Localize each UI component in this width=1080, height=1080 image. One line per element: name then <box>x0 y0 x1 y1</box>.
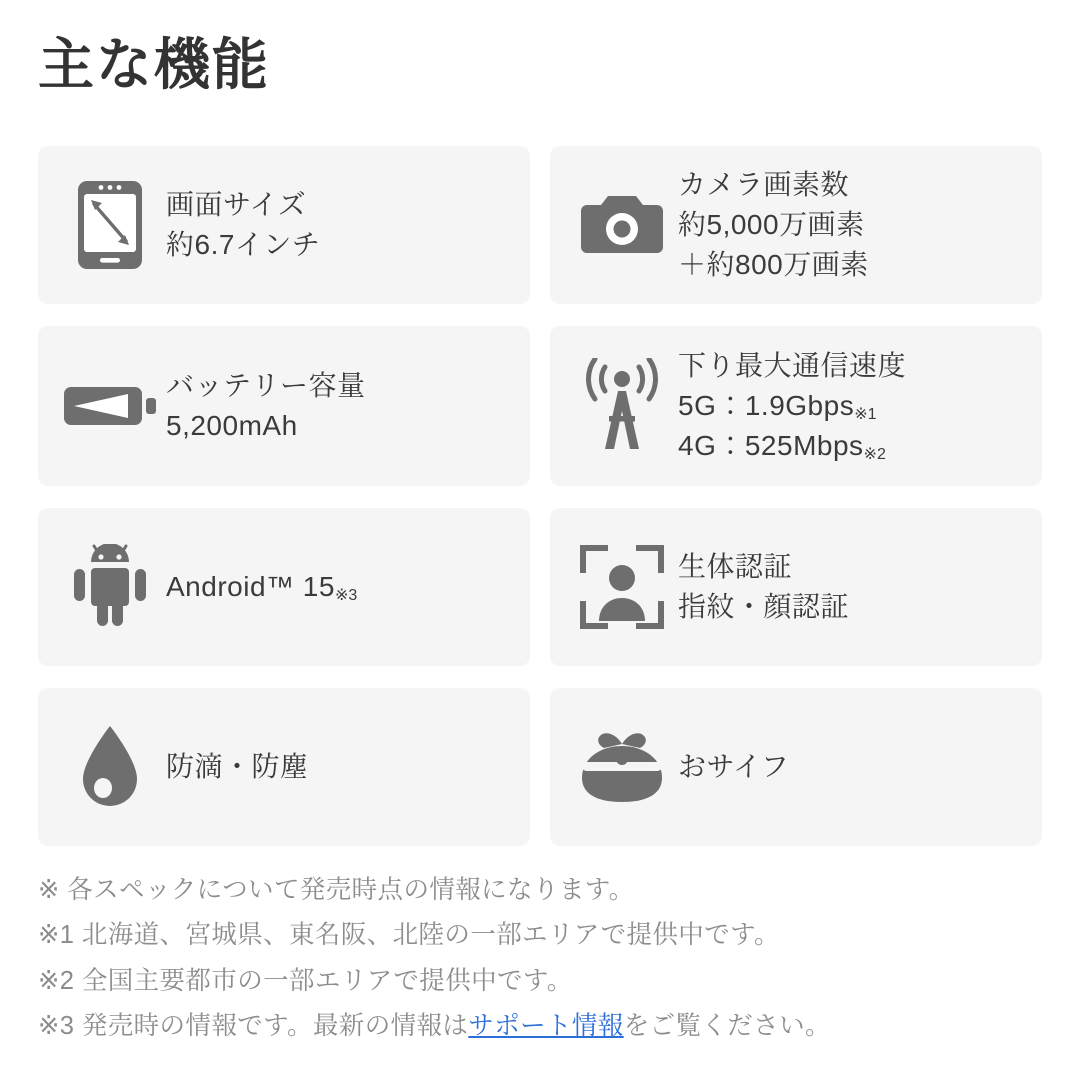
support-info-link[interactable]: サポート情報 <box>468 1012 624 1041</box>
spec-card-waterproof <box>38 688 530 846</box>
spec-line: 指紋・顔認証 <box>678 591 850 622</box>
camera-icon <box>566 191 678 259</box>
footnote-3-suffix: をご覧ください。 <box>623 1012 831 1041</box>
face-recognition-icon <box>566 545 678 629</box>
spec-line: ＋約800万画素 <box>678 248 869 280</box>
spec-line: 約6.7インチ <box>166 229 321 260</box>
spec-card-screen-size <box>38 146 530 304</box>
spec-line: 生体認証 <box>678 551 793 583</box>
footnote-0: ※ 各スペックについて発売時点の情報になります。 <box>38 876 635 904</box>
spec-line-main: 4G：525Mbps <box>678 429 864 461</box>
footnote-1: ※1 北海道、宮城県、東名阪、北陸の一部エリアで提供中です。 <box>38 921 780 950</box>
spec-line: バッテリー容量 <box>166 370 366 402</box>
spec-line: 5,200mAh <box>166 410 298 441</box>
spec-line: 下り最大通信速度 <box>678 350 907 382</box>
wallet-icon <box>566 728 678 806</box>
spec-card-wallet <box>550 688 1042 846</box>
spec-line: 画面サイズ <box>166 189 307 221</box>
spec-card-download-speed <box>550 326 1042 486</box>
spec-text-biometrics <box>678 547 849 627</box>
spec-line-footnote: ※3 <box>334 587 358 605</box>
spec-line: カメラ画素数 <box>678 169 850 201</box>
spec-text-battery <box>166 366 366 446</box>
spec-text-screen-size <box>166 185 320 265</box>
footnotes <box>38 868 1042 1050</box>
spec-line: 約5,000万画素 <box>678 209 865 241</box>
spec-card-camera <box>550 146 1042 304</box>
spec-card-battery <box>38 326 530 486</box>
spec-line-footnote: ※1 <box>854 406 877 424</box>
spec-line-main: 5G：1.9Gbps <box>678 390 855 422</box>
page-title: 主な機能 <box>38 33 270 96</box>
water-drop-icon <box>54 724 166 810</box>
spec-grid <box>38 146 1042 846</box>
spec-line: おサイフ <box>678 751 790 783</box>
spec-text-wallet <box>678 747 789 787</box>
spec-card-biometrics <box>550 508 1042 666</box>
footnote-3 <box>38 1004 1042 1049</box>
spec-text-camera <box>678 165 869 284</box>
footnote-2: ※2 全国主要都市の一部エリアで提供中です。 <box>38 966 573 995</box>
spec-line-main: Android™ 15 <box>166 571 335 603</box>
spec-text-waterproof <box>166 747 309 787</box>
spec-text-os <box>166 567 357 607</box>
spec-line-sup <box>678 426 906 466</box>
android-robot-icon <box>54 544 166 630</box>
battery-icon <box>54 379 166 433</box>
footnote-3-prefix: ※3 発売時の情報です。最新の情報は <box>38 1012 469 1041</box>
spec-line-sup <box>678 386 906 426</box>
spec-line-sup <box>166 567 357 607</box>
phone-screen-size-icon <box>54 178 166 272</box>
spec-card-os <box>38 508 530 666</box>
spec-text-download-speed <box>678 346 906 465</box>
antenna-signal-icon <box>566 358 678 454</box>
spec-line-footnote: ※2 <box>863 445 886 463</box>
spec-line: 防滴・防塵 <box>166 751 309 783</box>
